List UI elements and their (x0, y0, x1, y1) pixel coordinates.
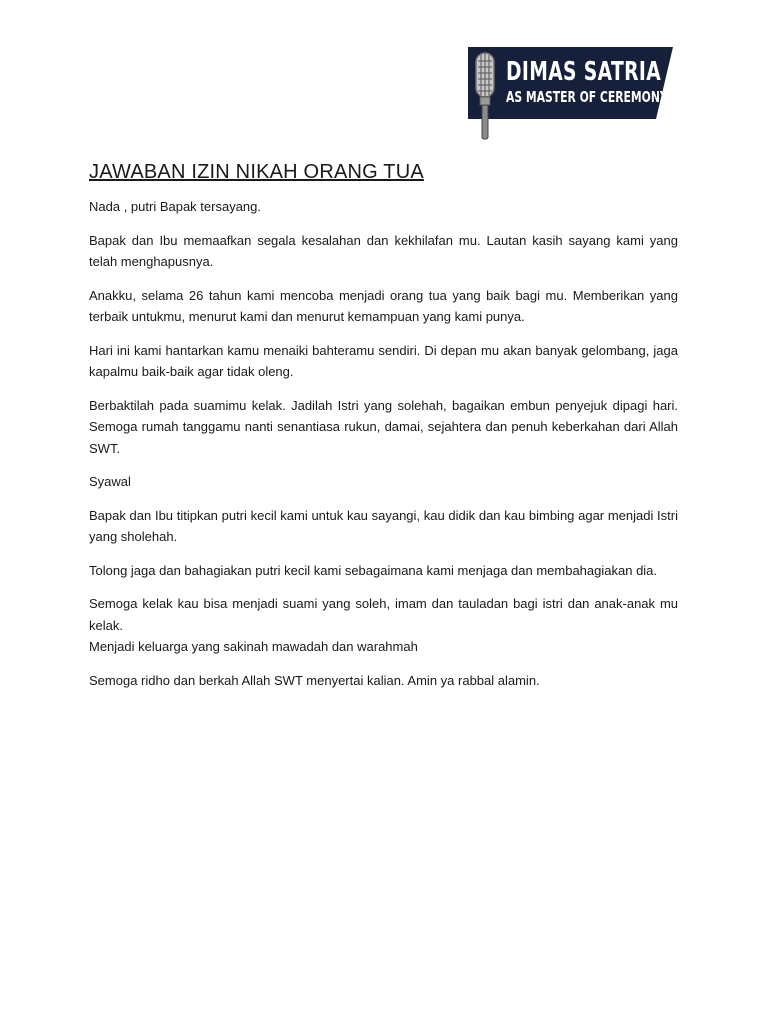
document-title: JAWABAN IZIN NIKAH ORANG TUA (89, 161, 424, 183)
document-body (89, 158, 678, 703)
paragraph-devotion: Berbaktilah pada suamimu kelak. Jadilah Istri yang solehah, bagaikan embun penyejuk dipagi hari. Semoga rumah tanggamu nanti senantiasa rukun, damai, sejahtera dan penuh keberkahan dari Allah SWT. (89, 397, 678, 456)
paragraph-family: Menjadi keluarga yang sakinah mawadah dan warahmah (89, 639, 418, 654)
logo-tagline: AS MASTER OF CEREMONY (506, 88, 668, 106)
paragraph-forgiveness: Bapak dan Ibu memaafkan segala kesalahan dan kekhilafan mu. Lautan kasih sayang kami yang telah menghapusnya. (89, 232, 678, 269)
paragraph-groom-name: Syawal (89, 474, 131, 489)
paragraph-entrust: Bapak dan Ibu titipkan putri kecil kami untuk kau sayangi, kau didik dan kau bimbing agar menjadi Istri yang sholehah. (89, 507, 678, 544)
logo-text (506, 57, 668, 106)
paragraph-greeting: Nada , putri Bapak tersayang. (89, 199, 261, 214)
paragraph-voyage: Hari ini kami hantarkan kamu menaiki bahteramu sendiri. Di depan mu akan banyak gelombang, jaga kapalmu baik-baik agar tidak oleng. (89, 342, 678, 379)
paragraph-upbringing: Anakku, selama 26 tahun kami mencoba menjadi orang tua yang baik bagi mu. Memberikan yang terbaik untukmu, menurut kami dan menurut kemampuan yang kami punya. (89, 287, 678, 324)
paragraph-blessing: Semoga ridho dan berkah Allah SWT menyertai kalian. Amin ya rabbal alamin. (89, 672, 540, 688)
logo-name: DIMAS SATRIA (506, 57, 662, 87)
paragraph-care: Tolong jaga dan bahagiakan putri kecil kami sebagaimana kami menjaga dan membahagiakan dia. (89, 562, 658, 578)
header-logo (468, 47, 673, 147)
paragraph-hope: Semoga kelak kau bisa menjadi suami yang soleh, imam dan tauladan bagi istri dan anak-anak mu kelak. (89, 596, 678, 633)
